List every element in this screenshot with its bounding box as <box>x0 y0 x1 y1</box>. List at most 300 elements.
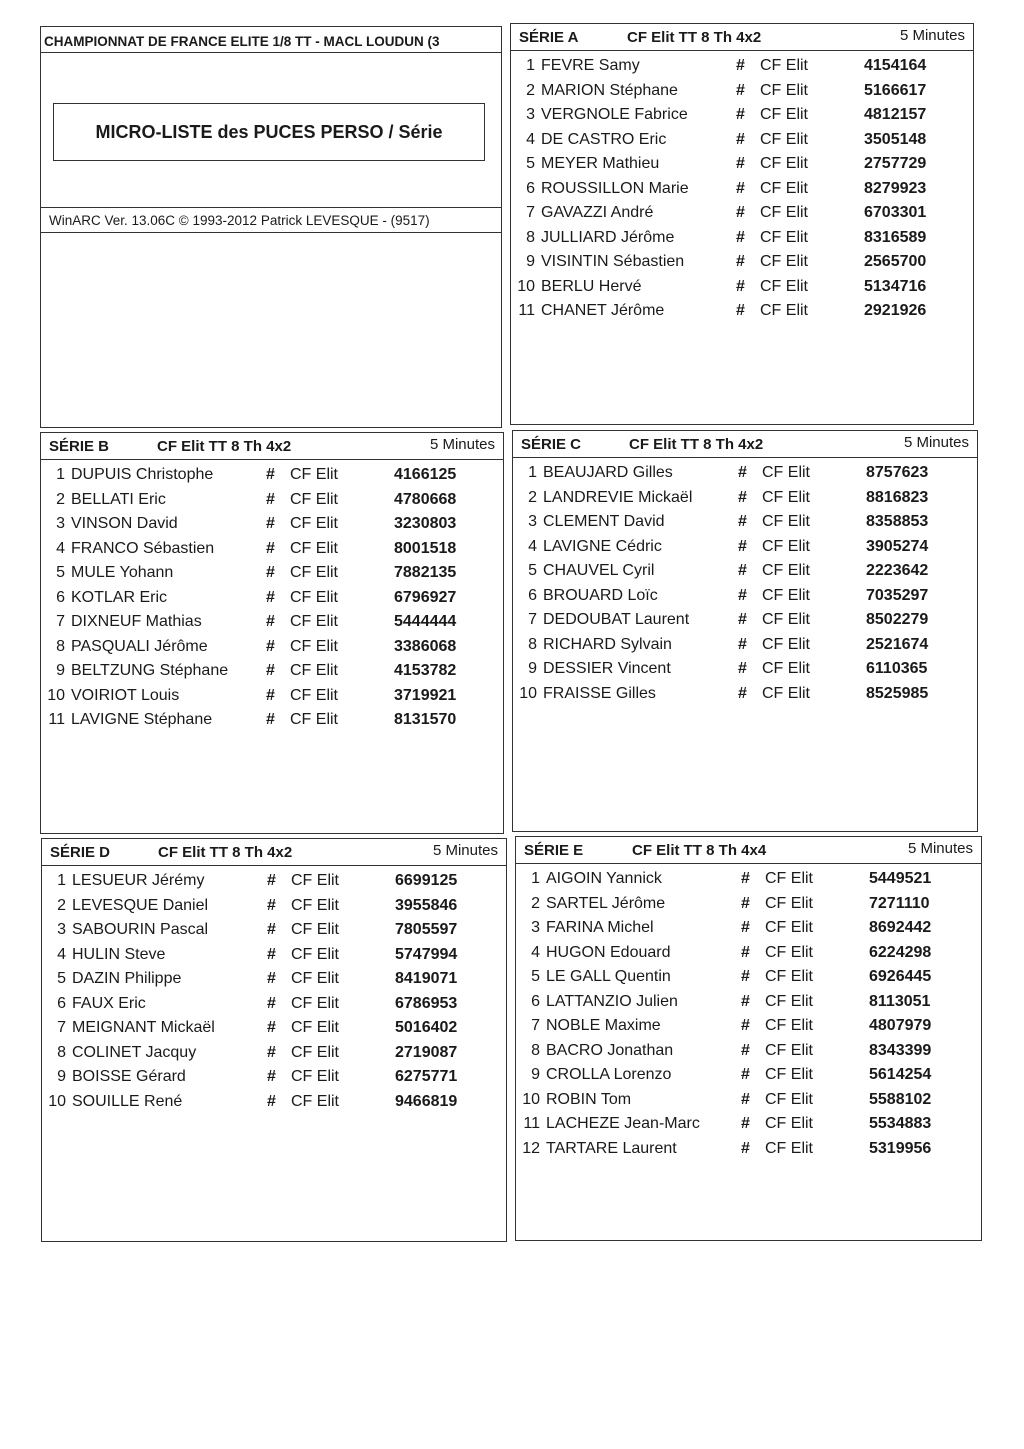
club-name: CF Elit <box>760 106 808 123</box>
hash-mark: # <box>741 1115 750 1132</box>
series-label: SÉRIE A <box>519 29 579 46</box>
row-number: 4 <box>526 130 535 148</box>
chip-number: 4166125 <box>394 466 457 483</box>
chip-number: 8816823 <box>866 488 929 506</box>
row-number: 6 <box>526 179 535 197</box>
pilot-name: TARTARE Laurent <box>546 1139 677 1157</box>
table-row <box>516 1111 981 1136</box>
table-row <box>516 964 981 989</box>
club-name: CF Elit <box>765 1115 813 1132</box>
chip-number: 8502279 <box>866 611 929 628</box>
table-row <box>42 868 506 893</box>
club-name: CF Elit <box>765 943 813 961</box>
table-row <box>42 1089 506 1114</box>
table-row <box>41 462 503 487</box>
series-header <box>516 837 981 864</box>
chip-number: 8001518 <box>394 539 457 557</box>
table-row <box>513 509 977 534</box>
hash-mark: # <box>267 994 276 1012</box>
club-name: CF Elit <box>760 57 808 74</box>
row-number: 10 <box>48 1092 66 1110</box>
pilot-name: ROUSSILLON Marie <box>541 179 689 197</box>
pilot-name: LESUEUR Jérémy <box>72 872 205 889</box>
table-row <box>516 1136 981 1161</box>
series-box-c <box>512 430 978 832</box>
chip-number: 6275771 <box>395 1068 458 1085</box>
table-row <box>41 536 503 561</box>
pilot-name: VINSON David <box>71 515 178 532</box>
software-credit: WinARC Ver. 13.06C © 1993-2012 Patrick LEVESQUE - (9517) <box>41 207 501 233</box>
chip-number: 3505148 <box>864 130 927 148</box>
table-row <box>41 511 503 536</box>
chip-number: 8358853 <box>866 513 929 530</box>
hash-mark: # <box>741 943 750 961</box>
chip-number: 6786953 <box>395 994 458 1012</box>
chip-number: 4807979 <box>869 1017 932 1034</box>
series-label: SÉRIE B <box>49 438 110 455</box>
club-name: CF Elit <box>762 537 810 555</box>
chip-number: 3719921 <box>394 686 457 704</box>
chip-number: 6699125 <box>395 872 458 889</box>
pilot-name: MEIGNANT Mickaël <box>72 1019 215 1036</box>
hash-mark: # <box>738 586 747 604</box>
club-name: CF Elit <box>760 204 808 221</box>
hash-mark: # <box>741 1139 750 1157</box>
row-number: 5 <box>531 968 540 985</box>
row-number: 3 <box>57 921 66 938</box>
table-row <box>513 485 977 510</box>
club-name: CF Elit <box>291 872 339 889</box>
row-number: 8 <box>528 635 537 653</box>
club-name: CF Elit <box>291 1068 339 1085</box>
row-number: 5 <box>56 564 65 581</box>
pilot-name: LEVESQUE Daniel <box>72 896 209 914</box>
table-row <box>42 991 506 1016</box>
hash-mark: # <box>267 945 276 963</box>
table-row <box>511 176 973 201</box>
pilot-name: DAZIN Philippe <box>72 970 182 987</box>
series-category: CF Elit TT 8 Th 4x2 <box>627 29 762 46</box>
row-number: 5 <box>528 562 537 579</box>
row-number: 6 <box>528 586 537 604</box>
pilot-name: HUGON Edouard <box>546 943 671 961</box>
table-row <box>513 656 977 681</box>
chip-number: 5588102 <box>869 1090 932 1108</box>
chip-number: 5444444 <box>394 613 457 630</box>
series-label: SÉRIE D <box>50 844 111 861</box>
table-row <box>516 866 981 891</box>
series-duration: 5 Minutes <box>899 27 965 44</box>
pilot-name: PASQUALI Jérôme <box>71 637 208 655</box>
chip-number: 6703301 <box>864 204 927 221</box>
table-row <box>516 1038 981 1063</box>
pilot-name: VOIRIOT Louis <box>71 686 180 704</box>
table-row <box>41 683 503 708</box>
pilot-name: VISINTIN Sébastien <box>541 253 685 270</box>
row-number: 2 <box>526 81 535 99</box>
series-header <box>41 433 503 460</box>
pilot-name: LAVIGNE Stéphane <box>71 711 213 728</box>
pilot-name: GAVAZZI André <box>541 204 654 221</box>
row-number: 10 <box>47 686 65 704</box>
row-number: 3 <box>531 919 540 936</box>
hash-mark: # <box>266 637 275 655</box>
table-row <box>511 298 973 323</box>
series-header <box>513 431 977 458</box>
hash-mark: # <box>736 253 745 270</box>
club-name: CF Elit <box>765 992 813 1010</box>
hash-mark: # <box>266 588 275 606</box>
hash-mark: # <box>736 81 745 99</box>
table-row <box>516 1087 981 1112</box>
row-number: 5 <box>526 155 535 172</box>
pilot-name: DEDOUBAT Laurent <box>543 611 690 628</box>
hash-mark: # <box>736 57 745 74</box>
chip-number: 2565700 <box>864 253 927 270</box>
table-row <box>511 53 973 78</box>
chip-number: 8279923 <box>864 179 927 197</box>
pilot-name: DESSIER Vincent <box>543 660 671 677</box>
row-number: 2 <box>57 896 66 914</box>
hash-mark: # <box>741 1090 750 1108</box>
table-row <box>41 707 503 732</box>
club-name: CF Elit <box>762 586 810 604</box>
row-number: 6 <box>531 992 540 1010</box>
hash-mark: # <box>738 660 747 677</box>
chip-number: 4780668 <box>394 490 457 508</box>
club-name: CF Elit <box>765 1041 813 1059</box>
series-category: CF Elit TT 8 Th 4x2 <box>158 844 293 861</box>
club-name: CF Elit <box>760 81 808 99</box>
club-name: CF Elit <box>765 968 813 985</box>
row-number: 3 <box>528 513 537 530</box>
pilot-name: MARION Stéphane <box>541 81 678 99</box>
table-row <box>513 460 977 485</box>
series-category: CF Elit TT 8 Th 4x4 <box>632 842 767 859</box>
table-row <box>511 102 973 127</box>
hash-mark: # <box>267 896 276 914</box>
chip-number: 5747994 <box>395 945 458 963</box>
club-name: CF Elit <box>291 994 339 1012</box>
row-number: 2 <box>531 894 540 912</box>
hash-mark: # <box>741 1041 750 1059</box>
table-row <box>41 560 503 585</box>
club-name: CF Elit <box>290 613 338 630</box>
table-row <box>42 966 506 991</box>
row-number: 4 <box>528 537 537 555</box>
series-duration: 5 Minutes <box>429 436 495 453</box>
hash-mark: # <box>738 513 747 530</box>
hash-mark: # <box>267 1019 276 1036</box>
chip-number: 4812157 <box>864 106 927 123</box>
pilot-name: LE GALL Quentin <box>546 968 671 985</box>
hash-mark: # <box>736 277 745 295</box>
row-number: 10 <box>522 1090 540 1108</box>
chip-number: 2223642 <box>866 562 929 579</box>
row-number: 1 <box>526 57 535 74</box>
table-row <box>511 249 973 274</box>
club-name: CF Elit <box>762 635 810 653</box>
club-name: CF Elit <box>290 490 338 508</box>
hash-mark: # <box>741 894 750 912</box>
row-number: 8 <box>531 1041 540 1059</box>
club-name: CF Elit <box>762 513 810 530</box>
series-category: CF Elit TT 8 Th 4x2 <box>629 436 764 453</box>
chip-number: 8131570 <box>394 711 457 728</box>
hash-mark: # <box>266 539 275 557</box>
chip-number: 2719087 <box>395 1043 458 1061</box>
club-name: CF Elit <box>291 1043 339 1061</box>
club-name: CF Elit <box>290 588 338 606</box>
info-box <box>40 26 502 428</box>
hash-mark: # <box>266 490 275 508</box>
chip-number: 6110365 <box>866 660 928 677</box>
chip-number: 2757729 <box>864 155 927 172</box>
chip-number: 5319956 <box>869 1139 932 1157</box>
hash-mark: # <box>738 635 747 653</box>
table-row <box>511 200 973 225</box>
hash-mark: # <box>741 870 750 887</box>
pilot-name: NOBLE Maxime <box>546 1017 661 1034</box>
pilot-name: BOISSE Gérard <box>72 1068 186 1085</box>
row-number: 1 <box>528 464 537 481</box>
series-box-d <box>41 838 507 1242</box>
hash-mark: # <box>266 711 275 728</box>
club-name: CF Elit <box>760 179 808 197</box>
row-number: 1 <box>531 870 540 887</box>
pilot-name: FARINA Michel <box>546 919 654 936</box>
hash-mark: # <box>267 970 276 987</box>
row-number: 9 <box>56 662 65 679</box>
series-label: SÉRIE C <box>521 436 582 453</box>
club-name: CF Elit <box>765 894 813 912</box>
club-name: CF Elit <box>765 1090 813 1108</box>
table-row <box>516 940 981 965</box>
pilot-name: LATTANZIO Julien <box>546 992 678 1010</box>
row-number: 7 <box>56 613 65 630</box>
chip-number: 8757623 <box>866 464 929 481</box>
table-row <box>42 917 506 942</box>
table-row <box>511 151 973 176</box>
pilot-name: BEAUJARD Gilles <box>543 464 673 481</box>
club-name: CF Elit <box>760 228 808 246</box>
club-name: CF Elit <box>760 155 808 172</box>
club-name: CF Elit <box>760 277 808 295</box>
series-duration: 5 Minutes <box>432 842 498 859</box>
table-row <box>513 607 977 632</box>
hash-mark: # <box>267 1068 276 1085</box>
club-name: CF Elit <box>760 253 808 270</box>
row-number: 10 <box>519 684 537 702</box>
row-number: 1 <box>56 466 65 483</box>
pilot-name: HULIN Steve <box>72 945 166 963</box>
chip-number: 7035297 <box>866 586 929 604</box>
row-number: 7 <box>528 611 537 628</box>
club-name: CF Elit <box>290 564 338 581</box>
row-number: 11 <box>523 1115 540 1132</box>
table-row <box>516 915 981 940</box>
club-name: CF Elit <box>765 1017 813 1034</box>
hash-mark: # <box>736 228 745 246</box>
chip-number: 8343399 <box>869 1041 932 1059</box>
club-name: CF Elit <box>291 1019 339 1036</box>
club-name: CF Elit <box>291 945 339 963</box>
hash-mark: # <box>741 992 750 1010</box>
championship-title: CHAMPIONNAT DE FRANCE ELITE 1/8 TT - MACL LOUDUN (3 <box>41 27 501 53</box>
row-number: 4 <box>531 943 540 961</box>
row-number: 8 <box>56 637 65 655</box>
club-name: CF Elit <box>290 686 338 704</box>
club-name: CF Elit <box>291 921 339 938</box>
pilot-name: FRANCO Sébastien <box>71 539 215 557</box>
chip-number: 7882135 <box>394 564 457 581</box>
chip-number: 4154164 <box>864 57 927 74</box>
hash-mark: # <box>741 919 750 936</box>
pilot-name: BERLU Hervé <box>541 277 642 295</box>
chip-number: 8316589 <box>864 228 927 246</box>
row-number: 7 <box>526 204 535 221</box>
pilot-name: BACRO Jonathan <box>546 1041 674 1059</box>
chip-number: 8419071 <box>395 970 458 987</box>
row-number: 9 <box>528 660 537 677</box>
row-number: 6 <box>56 588 65 606</box>
club-name: CF Elit <box>290 637 338 655</box>
table-row <box>42 1064 506 1089</box>
row-number: 7 <box>57 1019 66 1036</box>
pilot-name: LACHEZE Jean-Marc <box>546 1115 700 1132</box>
club-name: CF Elit <box>291 970 339 987</box>
hash-mark: # <box>266 662 275 679</box>
hash-mark: # <box>266 686 275 704</box>
row-number: 5 <box>57 970 66 987</box>
hash-mark: # <box>738 684 747 702</box>
table-row <box>41 634 503 659</box>
hash-mark: # <box>738 464 747 481</box>
chip-number: 3905274 <box>866 537 929 555</box>
pilot-name: JULLIARD Jérôme <box>541 228 675 246</box>
hash-mark: # <box>741 968 750 985</box>
chip-number: 5449521 <box>869 870 932 887</box>
hash-mark: # <box>736 302 745 319</box>
pilot-name: COLINET Jacquy <box>72 1043 197 1061</box>
club-name: CF Elit <box>762 464 810 481</box>
pilot-name: BELLATI Eric <box>71 490 166 508</box>
row-number: 10 <box>517 277 535 295</box>
pilot-name: DUPUIS Christophe <box>71 466 214 483</box>
table-row <box>41 585 503 610</box>
club-name: CF Elit <box>765 919 813 936</box>
chip-number: 7805597 <box>395 921 458 938</box>
series-category: CF Elit TT 8 Th 4x2 <box>157 438 292 455</box>
table-row <box>516 989 981 1014</box>
series-rows <box>516 866 981 1160</box>
row-number: 12 <box>522 1139 540 1157</box>
table-row <box>516 891 981 916</box>
hash-mark: # <box>738 488 747 506</box>
hash-mark: # <box>267 1092 276 1110</box>
hash-mark: # <box>738 537 747 555</box>
chip-number: 3230803 <box>394 515 457 532</box>
series-rows <box>513 460 977 705</box>
hash-mark: # <box>741 1017 750 1034</box>
club-name: CF Elit <box>291 1092 339 1110</box>
table-row <box>513 681 977 706</box>
row-number: 3 <box>56 515 65 532</box>
pilot-name: AIGOIN Yannick <box>546 870 662 887</box>
table-row <box>513 558 977 583</box>
pilot-name: RICHARD Sylvain <box>543 635 672 653</box>
hash-mark: # <box>266 613 275 630</box>
chip-number: 9466819 <box>395 1092 458 1110</box>
pilot-name: CROLLA Lorenzo <box>546 1066 672 1083</box>
chip-number: 3955846 <box>395 896 458 914</box>
row-number: 8 <box>526 228 535 246</box>
row-number: 2 <box>528 488 537 506</box>
pilot-name: MEYER Mathieu <box>541 155 660 172</box>
table-row <box>511 274 973 299</box>
chip-number: 6224298 <box>869 943 932 961</box>
pilot-name: DIXNEUF Mathias <box>71 613 202 630</box>
series-header <box>42 839 506 866</box>
document-title: MICRO-LISTE des PUCES PERSO / Série <box>53 103 485 161</box>
chip-number: 5134716 <box>864 277 927 295</box>
table-row <box>511 225 973 250</box>
club-name: CF Elit <box>765 870 813 887</box>
table-row <box>511 78 973 103</box>
pilot-name: CHANET Jérôme <box>541 302 665 319</box>
table-row <box>42 1040 506 1065</box>
chip-number: 5534883 <box>869 1115 932 1132</box>
series-label: SÉRIE E <box>524 842 584 859</box>
row-number: 9 <box>531 1066 540 1083</box>
hash-mark: # <box>267 921 276 938</box>
table-row <box>42 942 506 967</box>
table-row <box>41 487 503 512</box>
pilot-name: BELTZUNG Stéphane <box>71 662 229 679</box>
series-rows <box>42 868 506 1113</box>
chip-number: 7271110 <box>869 894 930 912</box>
series-box-a <box>510 23 974 425</box>
row-number: 2 <box>56 490 65 508</box>
table-row <box>42 1015 506 1040</box>
pilot-name: CHAUVEL Cyril <box>543 562 655 579</box>
pilot-name: LAVIGNE Cédric <box>543 537 662 555</box>
row-number: 4 <box>56 539 65 557</box>
chip-number: 3386068 <box>394 637 457 655</box>
chip-number: 8525985 <box>866 684 929 702</box>
chip-number: 5614254 <box>869 1066 932 1083</box>
row-number: 7 <box>531 1017 540 1034</box>
row-number: 11 <box>48 711 65 728</box>
club-name: CF Elit <box>762 562 810 579</box>
chip-number: 5166617 <box>864 81 927 99</box>
club-name: CF Elit <box>290 466 338 483</box>
club-name: CF Elit <box>762 488 810 506</box>
club-name: CF Elit <box>290 515 338 532</box>
series-duration: 5 Minutes <box>907 840 973 857</box>
chip-number: 8113051 <box>869 992 931 1010</box>
table-row <box>41 658 503 683</box>
pilot-name: MULE Yohann <box>71 564 174 581</box>
club-name: CF Elit <box>762 660 810 677</box>
series-box-e <box>515 836 982 1241</box>
pilot-name: DE CASTRO Eric <box>541 130 667 148</box>
chip-number: 6796927 <box>394 588 457 606</box>
series-box-b <box>40 432 504 834</box>
series-duration: 5 Minutes <box>903 434 969 451</box>
chip-number: 4153782 <box>394 662 457 679</box>
table-row <box>513 632 977 657</box>
